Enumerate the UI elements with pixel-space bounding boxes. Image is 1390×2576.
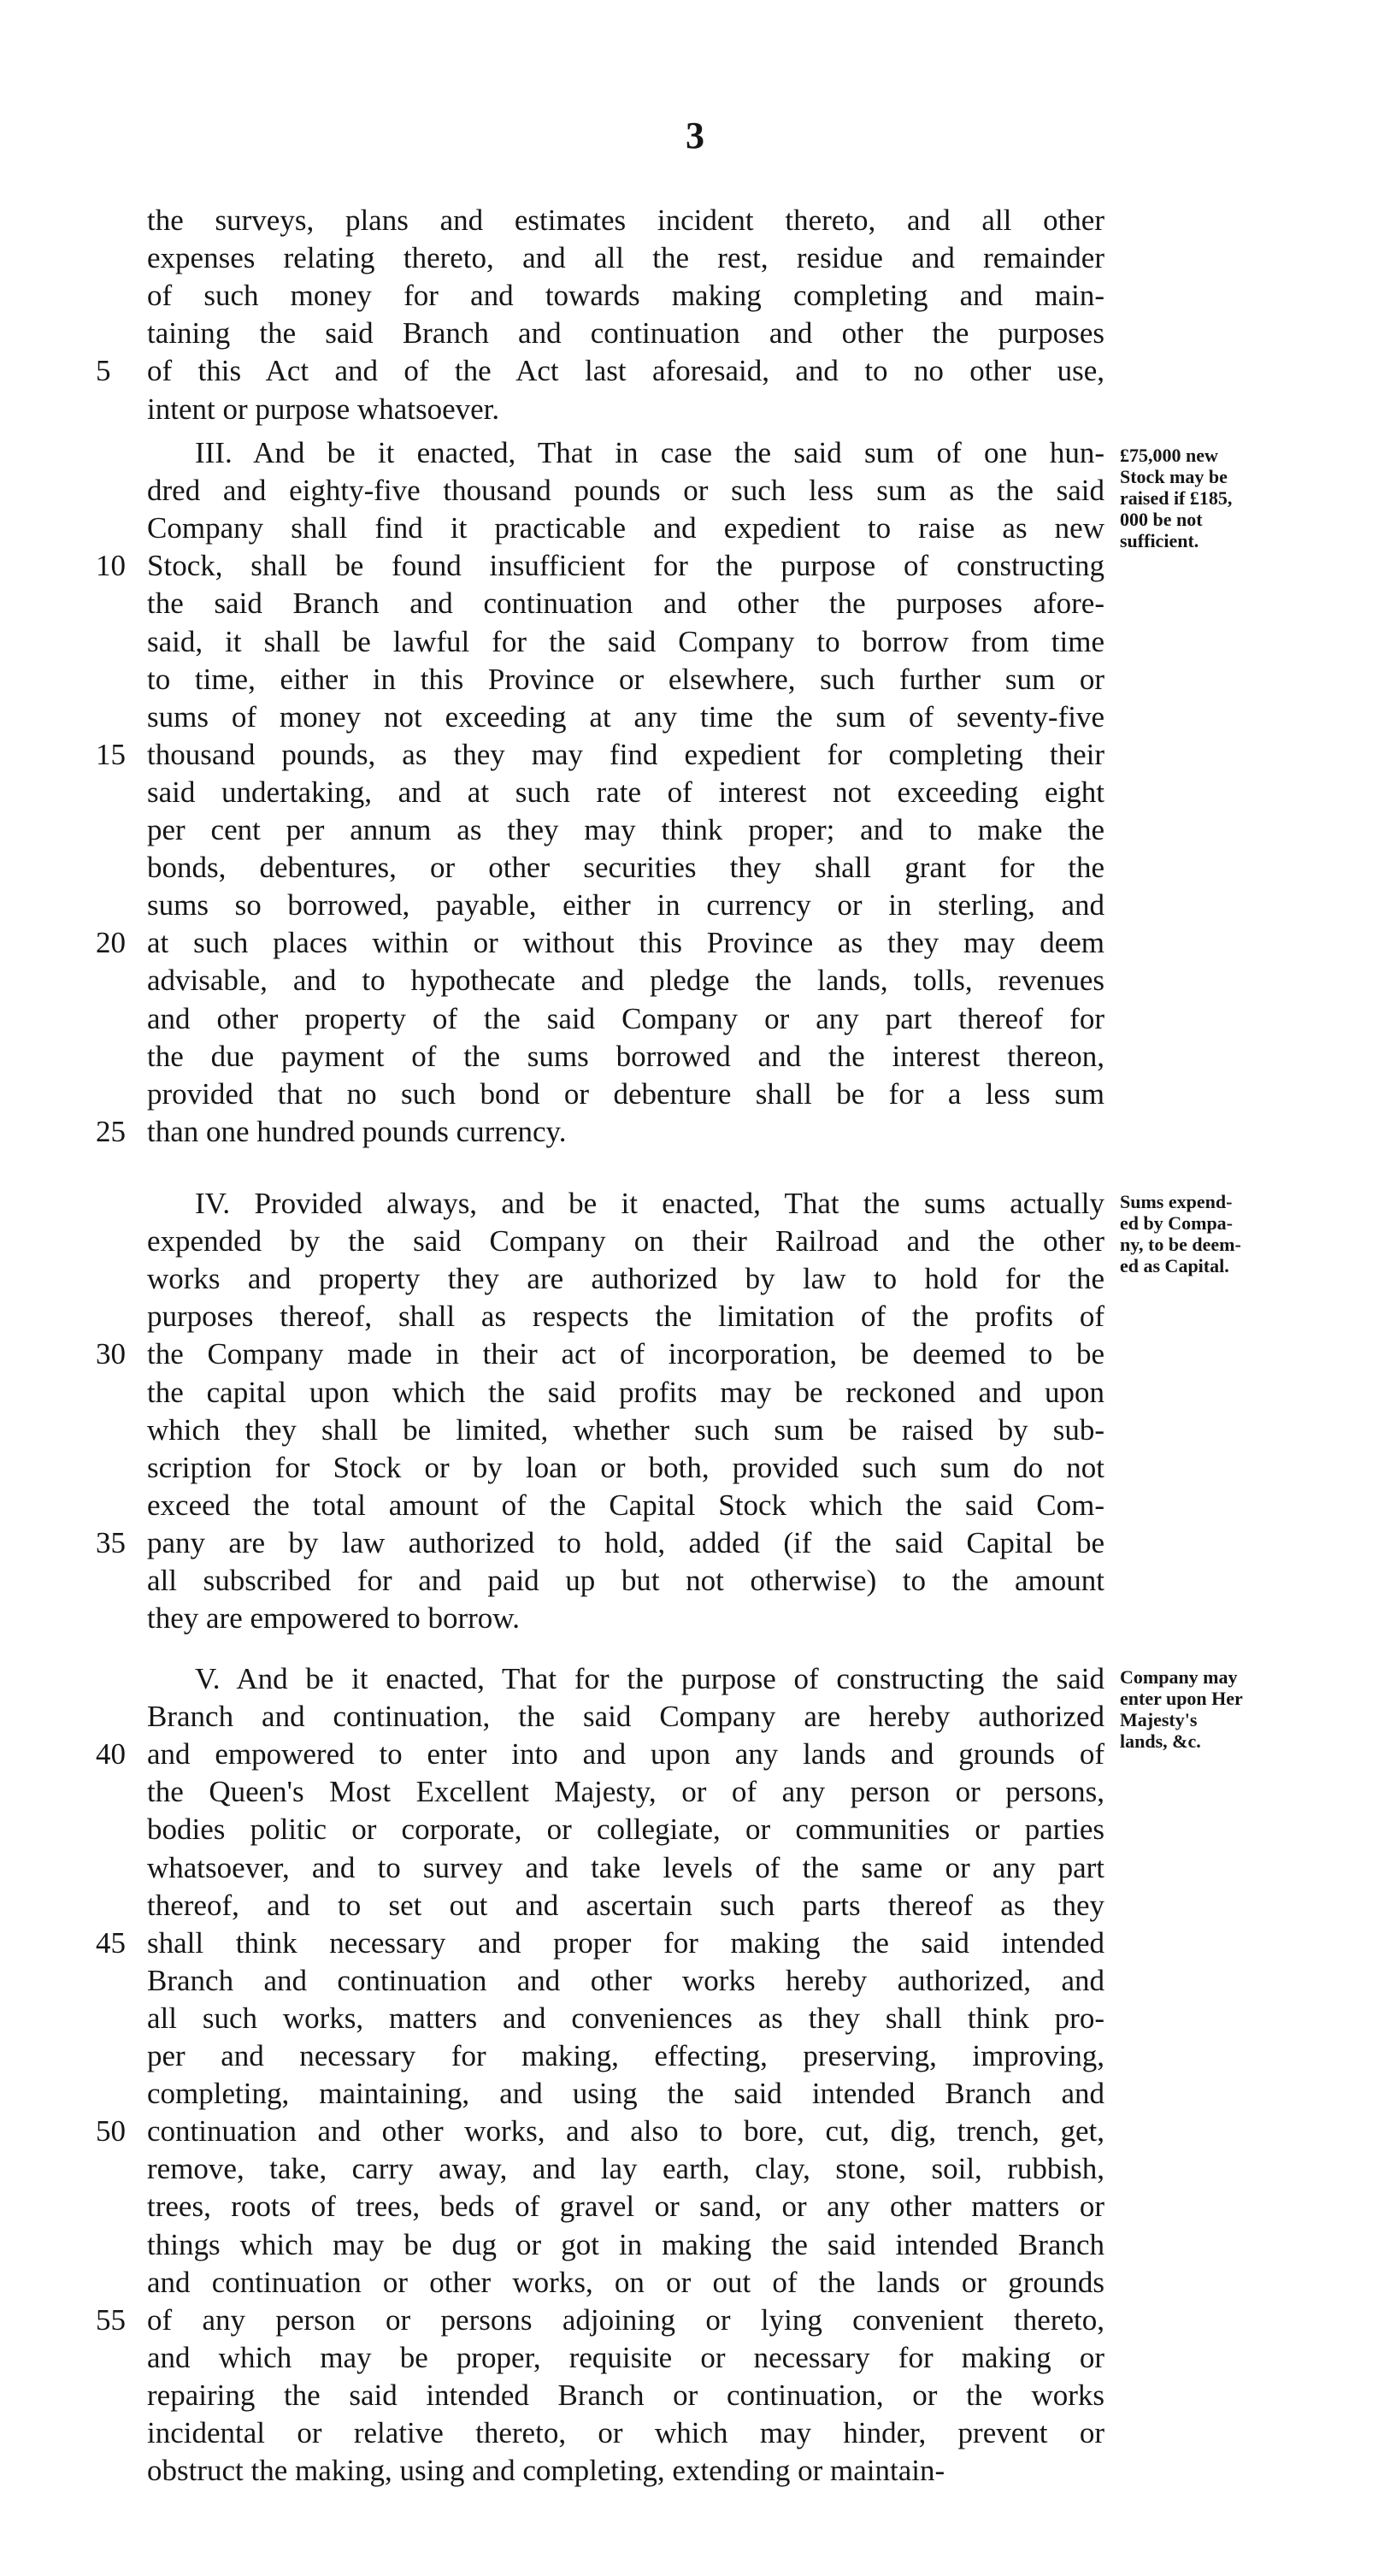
text-line: and empowered to enter into and upon any lands and grounds of — [147, 1737, 1104, 1771]
margin-note-line: sufficient. — [1120, 530, 1199, 551]
line-number: 25 — [96, 1115, 126, 1148]
margin-note-line: raised if £185, — [1120, 487, 1233, 509]
text-line: per cent per annum as they may think proper; and to make the — [147, 813, 1104, 846]
line-number: 30 — [96, 1337, 126, 1371]
text-line: V. And be it enacted, That for the purpose of constructing the said — [195, 1662, 1104, 1695]
margin-note — [1120, 1666, 1304, 1752]
text-line: per and necessary for making, effecting, preserving, improving, — [147, 2039, 1104, 2072]
text-line: the Queen's Most Excellent Majesty, or of any person or persons, — [147, 1775, 1104, 1808]
margin-note-line: £75,000 new — [1120, 445, 1218, 466]
text-line: III. And be it enacted, That in case the said sum of one hun- — [195, 436, 1104, 469]
text-line: and other property of the said Company or any part thereof for — [147, 1002, 1104, 1035]
text-line: repairing the said intended Branch or continuation, or the works — [147, 2379, 1104, 2412]
text-line: the due payment of the sums borrowed and the interest thereon, — [147, 1040, 1104, 1073]
text-line: incidental or relative thereto, or which may hinder, prevent or — [147, 2416, 1104, 2449]
margin-note-line: lands, &c. — [1120, 1730, 1201, 1752]
text-line: taining the said Branch and continuation and other the purposes — [147, 316, 1104, 350]
line-number: 15 — [96, 738, 126, 771]
margin-note-line: ny, to be deem- — [1120, 1234, 1241, 1255]
line-number: 45 — [96, 1926, 126, 1960]
text-line: and which may be proper, requisite or necessary for making or — [147, 2341, 1104, 2374]
text-line: the said Branch and continuation and other the purposes afore- — [147, 587, 1104, 620]
text-line: continuation and other works, and also to bore, cut, dig, trench, get, — [147, 2114, 1104, 2148]
text-line: bonds, debentures, or other securities they shall grant for the — [147, 851, 1104, 884]
margin-note-line: Company may — [1120, 1666, 1238, 1688]
line-number: 55 — [96, 2303, 126, 2337]
text-line: trees, roots of trees, beds of gravel or sand, or any other matters or — [147, 2190, 1104, 2223]
text-line: said, it shall be lawful for the said Company to borrow from time — [147, 625, 1104, 658]
text-line: of this Act and of the Act last aforesaid, and to no other use, — [147, 354, 1104, 387]
text-line: expenses relating thereto, and all the rest, residue and remainder — [147, 241, 1104, 274]
text-line: Branch and continuation and other works hereby authorized, and — [147, 1964, 1104, 1997]
text-line: thereof, and to set out and ascertain such parts thereof as they — [147, 1889, 1104, 1922]
text-line: bodies politic or corporate, or collegiate, or communities or parties — [147, 1813, 1104, 1846]
line-number: 50 — [96, 2114, 126, 2148]
text-line: shall think necessary and proper for making the said intended — [147, 1926, 1104, 1960]
text-line: sums so borrowed, payable, either in currency or in sterling, and — [147, 888, 1104, 922]
text-line: dred and eighty-five thousand pounds or such less sum as the said — [147, 474, 1104, 507]
text-line: thousand pounds, as they may find expedient for completing their — [147, 738, 1104, 771]
text-line: which they shall be limited, whether such sum be raised by sub- — [147, 1413, 1104, 1447]
line-number: 40 — [96, 1737, 126, 1771]
margin-note-line: 000 be not — [1120, 509, 1203, 530]
text-line: pany are by law authorized to hold, added (if the said Capital be — [147, 1526, 1104, 1559]
text-line: obstruct the making, using and completing, extending or maintain- — [147, 2454, 945, 2487]
text-line: than one hundred pounds currency. — [147, 1115, 567, 1148]
text-line: at such places within or without this Province as they may deem — [147, 926, 1104, 959]
text-line: exceed the total amount of the Capital Stock which the said Com- — [147, 1488, 1104, 1522]
text-line: they are empowered to borrow. — [147, 1601, 521, 1635]
margin-note-line: enter upon Her — [1120, 1688, 1243, 1709]
text-line: to time, either in this Province or elsewhere, such further sum or — [147, 663, 1104, 696]
text-line: provided that no such bond or debenture shall be for a less sum — [147, 1077, 1104, 1111]
text-line: works and property they are authorized by law to hold for the — [147, 1262, 1104, 1295]
text-line: all such works, matters and conveniences as they shall think pro- — [147, 2001, 1104, 2035]
text-line: the Company made in their act of incorporation, be deemed to be — [147, 1337, 1104, 1371]
margin-note-line: Sums expend- — [1120, 1191, 1233, 1212]
text-line: Branch and continuation, the said Company are hereby authorized — [147, 1700, 1104, 1733]
line-number: 5 — [96, 354, 111, 387]
text-line: purposes thereof, shall as respects the limitation of the profits of — [147, 1300, 1104, 1333]
text-line: all subscribed for and paid up but not otherwise) to the amount — [147, 1564, 1104, 1597]
page-number: 3 — [686, 115, 704, 156]
text-line: remove, take, carry away, and lay earth, clay, stone, soil, rubbish, — [147, 2152, 1104, 2185]
margin-note-line: Stock may be — [1120, 466, 1228, 487]
text-line: the capital upon which the said profits may be reckoned and upon — [147, 1376, 1104, 1409]
text-line: expended by the said Company on their Railroad and the other — [147, 1224, 1104, 1258]
text-line: of such money for and towards making completing and main- — [147, 279, 1104, 312]
margin-note — [1120, 445, 1304, 551]
line-number: 10 — [96, 549, 126, 582]
text-line: IV. Provided always, and be it enacted, That the sums actually — [195, 1187, 1104, 1220]
text-line: scription for Stock or by loan or both, provided such sum do not — [147, 1451, 1104, 1484]
text-line: Stock, shall be found insufficient for the purpose of constructing — [147, 549, 1104, 582]
text-line: completing, maintaining, and using the said intended Branch and — [147, 2077, 1104, 2110]
margin-note-line: Majesty's — [1120, 1709, 1198, 1730]
text-line: things which may be dug or got in making the said intended Branch — [147, 2228, 1104, 2261]
text-line: advisable, and to hypothecate and pledge the lands, tolls, revenues — [147, 964, 1104, 997]
text-line: sums of money not exceeding at any time the sum of seventy-five — [147, 700, 1104, 734]
text-line: whatsoever, and to survey and take levels of the same or any part — [147, 1851, 1104, 1884]
text-line: intent or purpose whatsoever. — [147, 392, 500, 426]
text-line: of any person or persons adjoining or lying convenient thereto, — [147, 2303, 1104, 2337]
text-line: the surveys, plans and estimates incident thereto, and all other — [147, 203, 1104, 237]
line-number: 20 — [96, 926, 126, 959]
margin-note — [1120, 1191, 1304, 1276]
margin-note-line: ed by Compa- — [1120, 1212, 1234, 1234]
margin-note-line: ed as Capital. — [1120, 1255, 1229, 1276]
text-line: Company shall find it practicable and expedient to raise as new — [147, 511, 1104, 545]
text-line: said undertaking, and at such rate of interest not exceeding eight — [147, 775, 1104, 809]
text-line: and continuation or other works, on or out of the lands or grounds — [147, 2266, 1104, 2299]
line-number: 35 — [96, 1526, 126, 1559]
